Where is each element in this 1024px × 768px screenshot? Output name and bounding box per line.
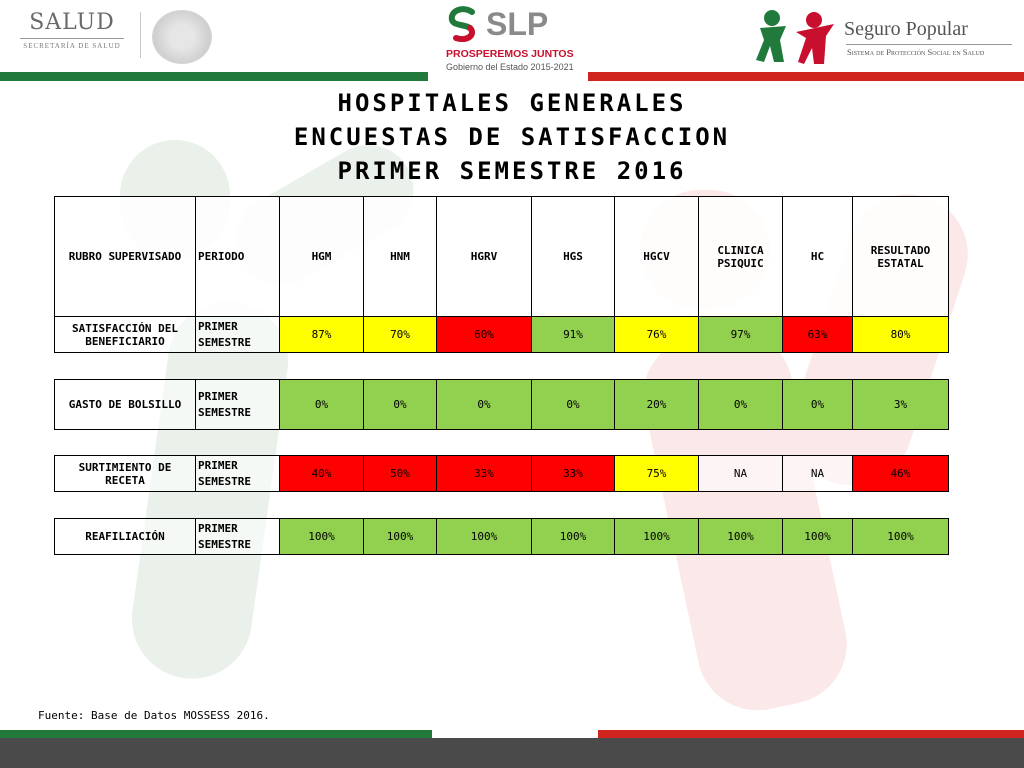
slp-logo-tagline: PROSPEREMOS JUNTOS [446, 48, 574, 60]
title-line-3: PRIMER SEMESTRE 2016 [337, 157, 687, 185]
title-line-1: HOSPITALES GENERALES [337, 89, 687, 117]
header-cell: CLINICA PSIQUIC [699, 197, 783, 317]
value-cell: 91% [532, 317, 615, 353]
seguro-popular-title: Seguro Popular [844, 18, 968, 40]
table-row [55, 317, 949, 353]
value-cell: 0% [280, 380, 364, 430]
value-cell: 20% [615, 380, 699, 430]
row-rubro: REAFILIACIÓN [55, 519, 196, 555]
value-cell: 63% [783, 317, 853, 353]
header-cell: HGRV [437, 197, 532, 317]
header-cell: HGM [280, 197, 364, 317]
row-rubro: SURTIMIENTO DE RECETA [55, 456, 196, 492]
value-cell: NA [783, 456, 853, 492]
table-gasto [54, 379, 949, 430]
source-note: Fuente: Base de Datos MOSSESS 2016. [38, 709, 270, 722]
row-periodo: PRIMER SEMESTRE [196, 380, 280, 430]
header [0, 0, 1024, 82]
value-cell: 0% [364, 380, 437, 430]
header-cell: HNM [364, 197, 437, 317]
seguro-popular-figures-icon [752, 6, 842, 66]
header-cell: RUBRO SUPERVISADO [55, 197, 196, 317]
value-cell: NA [699, 456, 783, 492]
national-seal-icon [152, 10, 212, 64]
value-cell: 3% [853, 380, 949, 430]
seguro-popular-logo [752, 6, 1016, 66]
title-line-2: ENCUESTAS DE SATISFACCION [293, 123, 731, 151]
header-green-bar [0, 72, 428, 81]
value-cell: 0% [699, 380, 783, 430]
value-cell: 33% [532, 456, 615, 492]
table-row [55, 456, 949, 492]
header-cell: HGS [532, 197, 615, 317]
value-cell: 100% [437, 519, 532, 555]
row-periodo: PRIMER SEMESTRE [196, 519, 280, 555]
footer-red-bar [598, 730, 1024, 738]
header-cell: RESULTADO ESTATAL [853, 197, 949, 317]
salud-logo-word: SALUD [29, 10, 115, 35]
salud-logo [12, 10, 132, 50]
table-row [55, 380, 949, 430]
footer-green-bar [0, 730, 432, 738]
value-cell: 87% [280, 317, 364, 353]
slp-logo-word: SLP [486, 6, 549, 42]
seguro-popular-rule [846, 44, 1012, 45]
value-cell: 46% [853, 456, 949, 492]
value-cell: 80% [853, 317, 949, 353]
row-periodo: PRIMER SEMESTRE [196, 456, 280, 492]
value-cell: 100% [364, 519, 437, 555]
table-surtimiento [54, 455, 949, 492]
row-periodo: PRIMER SEMESTRE [196, 317, 280, 353]
value-cell: 100% [853, 519, 949, 555]
slp-mark-icon [446, 6, 482, 42]
value-cell: 70% [364, 317, 437, 353]
value-cell: 100% [783, 519, 853, 555]
value-cell: 60% [437, 317, 532, 353]
header-divider [140, 12, 141, 58]
value-cell: 75% [615, 456, 699, 492]
value-cell: 76% [615, 317, 699, 353]
slp-logo [442, 4, 582, 74]
salud-logo-rule [20, 38, 124, 39]
header-red-bar [588, 72, 1024, 81]
seguro-popular-sub: Sistema de Protección Social en Salud [847, 47, 985, 57]
table-header [54, 196, 949, 353]
row-rubro: GASTO DE BOLSILLO [55, 380, 196, 430]
value-cell: 100% [532, 519, 615, 555]
salud-logo-sub: SECRETARÍA DE SALUD [23, 42, 121, 50]
value-cell: 100% [615, 519, 699, 555]
value-cell: 100% [699, 519, 783, 555]
value-cell: 50% [364, 456, 437, 492]
table-row [55, 519, 949, 555]
header-cell: PERIODO [196, 197, 280, 317]
value-cell: 97% [699, 317, 783, 353]
slp-logo-gov: Gobierno del Estado 2015-2021 [446, 62, 574, 72]
header-cell: HGCV [615, 197, 699, 317]
footer-gray-bar [0, 738, 1024, 768]
header-cell: HC [783, 197, 853, 317]
value-cell: 0% [783, 380, 853, 430]
value-cell: 0% [437, 380, 532, 430]
value-cell: 40% [280, 456, 364, 492]
value-cell: 0% [532, 380, 615, 430]
value-cell: 33% [437, 456, 532, 492]
value-cell: 100% [280, 519, 364, 555]
table-reafiliacion [54, 518, 949, 555]
page-title [0, 86, 1024, 188]
row-rubro: SATISFACCIÓN DEL BENEFICIARIO [55, 317, 196, 353]
